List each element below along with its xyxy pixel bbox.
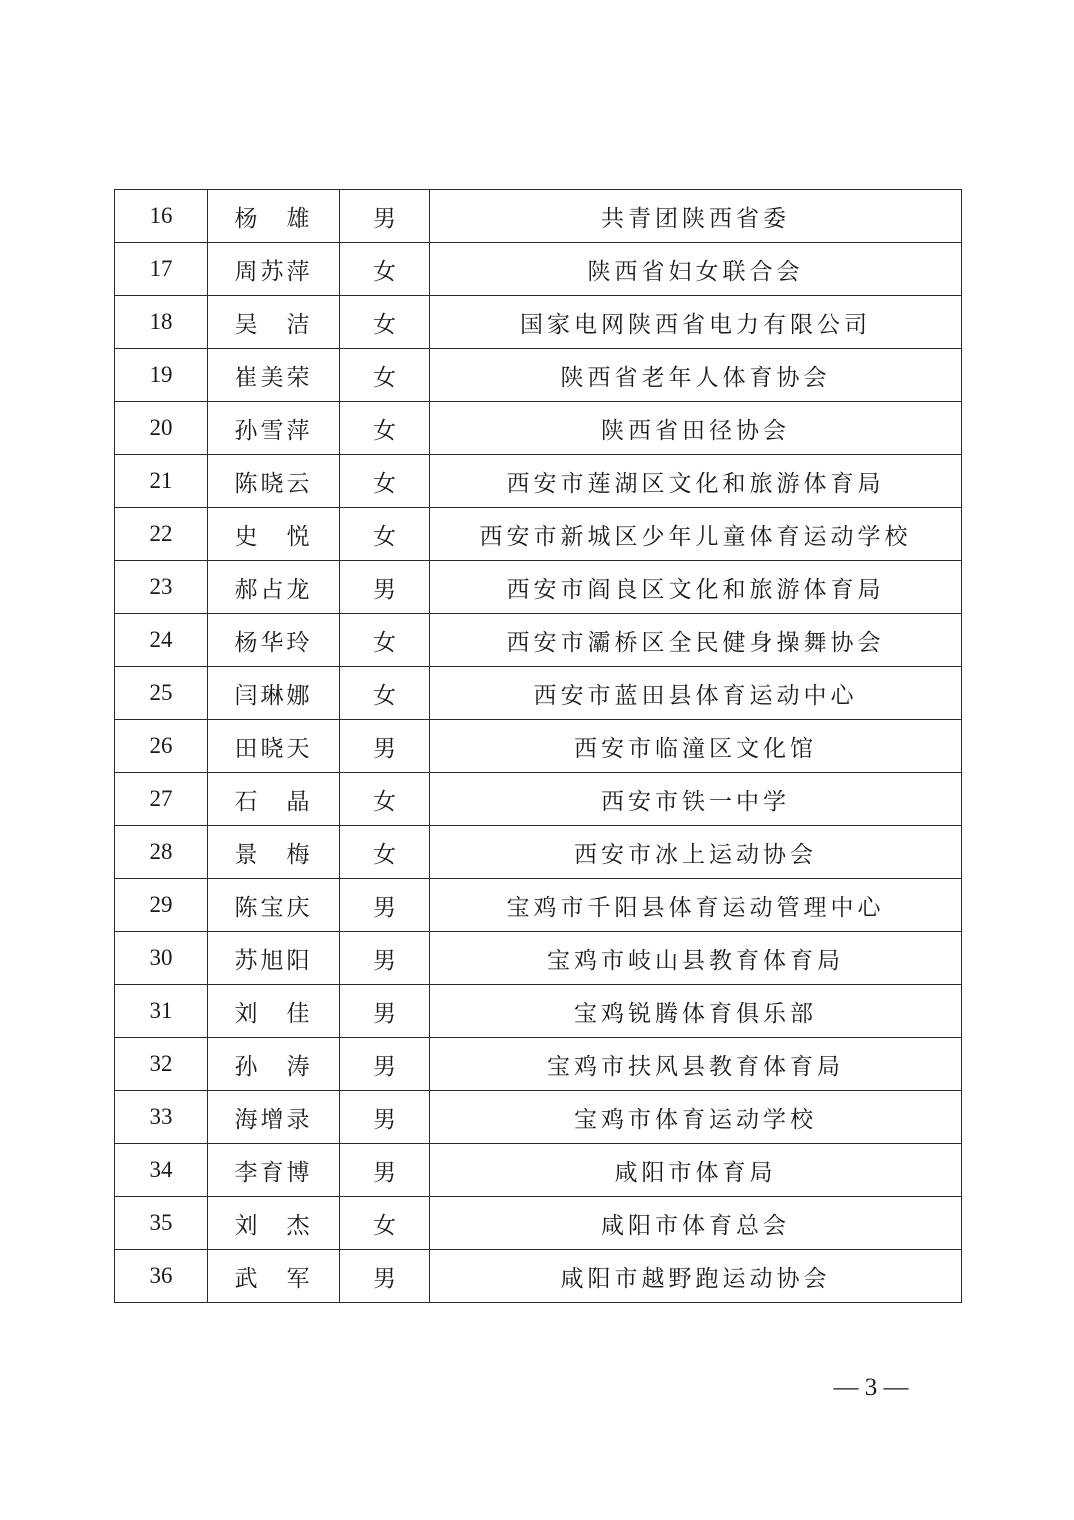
person-name: 崔美荣: [208, 349, 340, 402]
work-unit: 宝鸡市扶风县教育体育局: [430, 1038, 962, 1091]
table-row: [115, 243, 962, 296]
gender: 女: [340, 614, 430, 667]
row-number: 18: [115, 296, 208, 349]
row-number: 22: [115, 508, 208, 561]
work-unit: 陕西省老年人体育协会: [430, 349, 962, 402]
person-name: 刘 杰: [208, 1197, 340, 1250]
gender: 男: [340, 720, 430, 773]
person-name: 杨 雄: [208, 190, 340, 243]
gender: 女: [340, 826, 430, 879]
table-row: [115, 667, 962, 720]
gender: 男: [340, 932, 430, 985]
row-number: 20: [115, 402, 208, 455]
person-name: 海增录: [208, 1091, 340, 1144]
row-number: 21: [115, 455, 208, 508]
work-unit: 西安市铁一中学: [430, 773, 962, 826]
roster-table-body: [115, 190, 962, 1303]
work-unit: 西安市莲湖区文化和旅游体育局: [430, 455, 962, 508]
person-name: 刘 佳: [208, 985, 340, 1038]
person-name: 苏旭阳: [208, 932, 340, 985]
work-unit: 陕西省田径协会: [430, 402, 962, 455]
gender: 女: [340, 455, 430, 508]
row-number: 24: [115, 614, 208, 667]
table-row: [115, 402, 962, 455]
gender: 女: [340, 402, 430, 455]
work-unit: 陕西省妇女联合会: [430, 243, 962, 296]
person-name: 吴 洁: [208, 296, 340, 349]
gender: 女: [340, 296, 430, 349]
work-unit: 宝鸡市体育运动学校: [430, 1091, 962, 1144]
person-name: 石 晶: [208, 773, 340, 826]
work-unit: 西安市灞桥区全民健身操舞协会: [430, 614, 962, 667]
person-name: 武 军: [208, 1250, 340, 1303]
work-unit: 宝鸡市千阳县体育运动管理中心: [430, 879, 962, 932]
gender: 男: [340, 1091, 430, 1144]
roster-table: [114, 189, 962, 1303]
person-name: 李育博: [208, 1144, 340, 1197]
row-number: 25: [115, 667, 208, 720]
table-row: [115, 1197, 962, 1250]
person-name: 史 悦: [208, 508, 340, 561]
table-row: [115, 826, 962, 879]
table-row: [115, 879, 962, 932]
gender: 男: [340, 1038, 430, 1091]
person-name: 闫琳娜: [208, 667, 340, 720]
table-row: [115, 614, 962, 667]
person-name: 周苏萍: [208, 243, 340, 296]
gender: 女: [340, 349, 430, 402]
row-number: 23: [115, 561, 208, 614]
row-number: 31: [115, 985, 208, 1038]
work-unit: 国家电网陕西省电力有限公司: [430, 296, 962, 349]
row-number: 19: [115, 349, 208, 402]
row-number: 36: [115, 1250, 208, 1303]
table-row: [115, 349, 962, 402]
work-unit: 西安市临潼区文化馆: [430, 720, 962, 773]
work-unit: 宝鸡市岐山县教育体育局: [430, 932, 962, 985]
gender: 男: [340, 879, 430, 932]
table-row: [115, 296, 962, 349]
person-name: 田晓天: [208, 720, 340, 773]
row-number: 27: [115, 773, 208, 826]
person-name: 景 梅: [208, 826, 340, 879]
person-name: 陈晓云: [208, 455, 340, 508]
person-name: 陈宝庆: [208, 879, 340, 932]
row-number: 35: [115, 1197, 208, 1250]
gender: 男: [340, 561, 430, 614]
gender: 男: [340, 1250, 430, 1303]
gender: 男: [340, 1144, 430, 1197]
row-number: 26: [115, 720, 208, 773]
table-row: [115, 985, 962, 1038]
gender: 男: [340, 190, 430, 243]
table-row: [115, 455, 962, 508]
work-unit: 西安市冰上运动协会: [430, 826, 962, 879]
page-number: — 3 —: [833, 1374, 909, 1401]
table-row: [115, 1250, 962, 1303]
work-unit: 咸阳市体育局: [430, 1144, 962, 1197]
person-name: 杨华玲: [208, 614, 340, 667]
person-name: 孙雪萍: [208, 402, 340, 455]
work-unit: 咸阳市体育总会: [430, 1197, 962, 1250]
row-number: 17: [115, 243, 208, 296]
gender: 女: [340, 508, 430, 561]
table-row: [115, 561, 962, 614]
row-number: 29: [115, 879, 208, 932]
table-row: [115, 1038, 962, 1091]
work-unit: 宝鸡锐腾体育俱乐部: [430, 985, 962, 1038]
person-name: 孙 涛: [208, 1038, 340, 1091]
row-number: 32: [115, 1038, 208, 1091]
person-name: 郝占龙: [208, 561, 340, 614]
work-unit: 共青团陕西省委: [430, 190, 962, 243]
table-row: [115, 773, 962, 826]
table-row: [115, 1144, 962, 1197]
table-row: [115, 720, 962, 773]
work-unit: 西安市新城区少年儿童体育运动学校: [430, 508, 962, 561]
gender: 女: [340, 1197, 430, 1250]
table-row: [115, 508, 962, 561]
row-number: 28: [115, 826, 208, 879]
table-row: [115, 932, 962, 985]
work-unit: 西安市阎良区文化和旅游体育局: [430, 561, 962, 614]
work-unit: 西安市蓝田县体育运动中心: [430, 667, 962, 720]
row-number: 33: [115, 1091, 208, 1144]
gender: 女: [340, 243, 430, 296]
row-number: 16: [115, 190, 208, 243]
gender: 女: [340, 773, 430, 826]
table-row: [115, 190, 962, 243]
table-row: [115, 1091, 962, 1144]
work-unit: 咸阳市越野跑运动协会: [430, 1250, 962, 1303]
gender: 女: [340, 667, 430, 720]
row-number: 34: [115, 1144, 208, 1197]
row-number: 30: [115, 932, 208, 985]
gender: 男: [340, 985, 430, 1038]
